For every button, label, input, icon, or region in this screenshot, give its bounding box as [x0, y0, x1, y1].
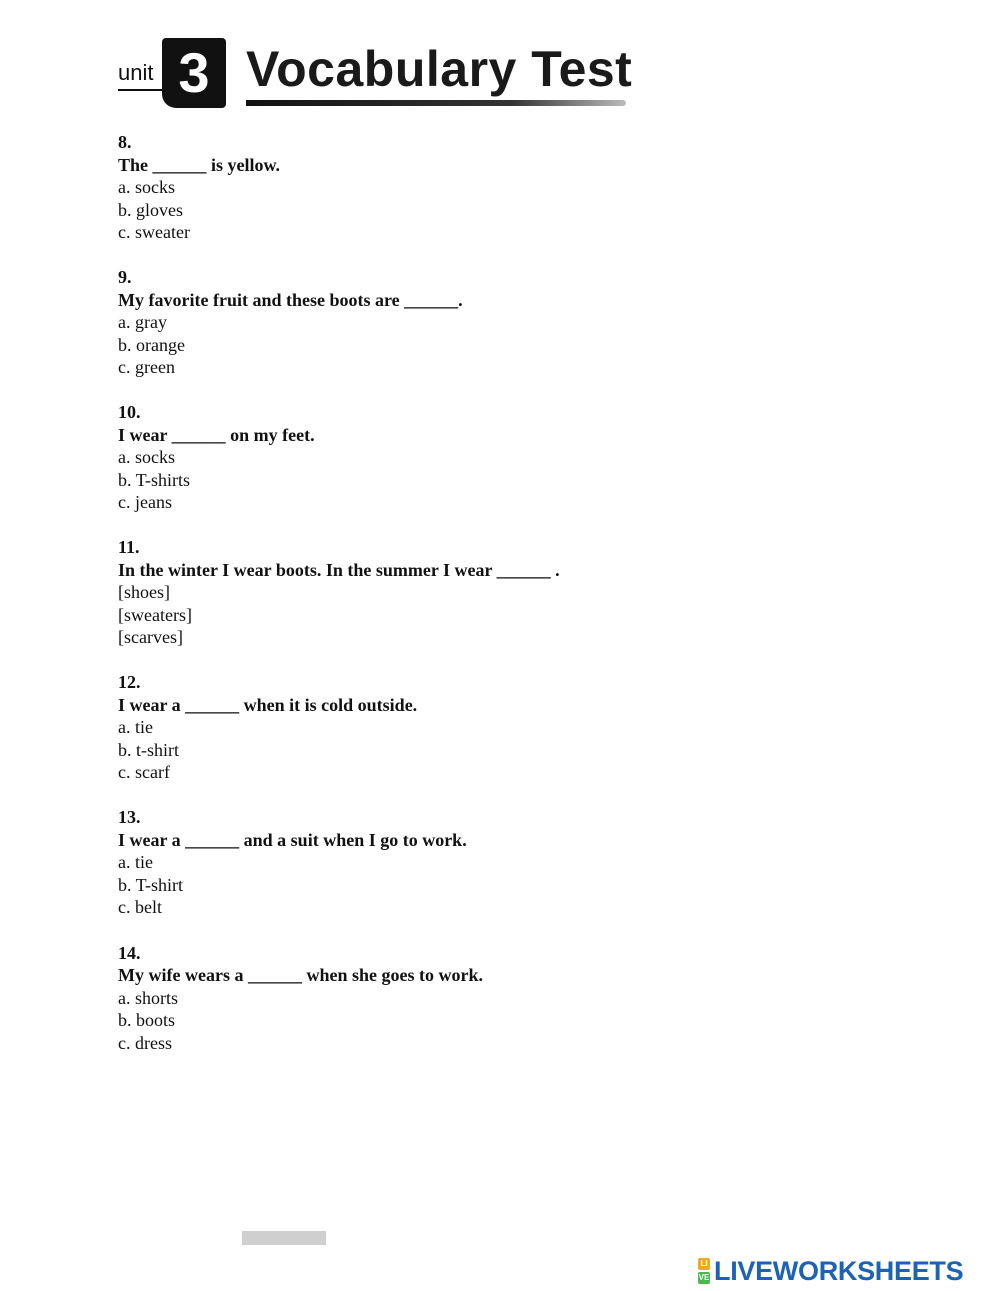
liveworksheets-logo[interactable]	[698, 1256, 963, 1286]
answer-option[interactable]: a. tie	[118, 852, 153, 873]
title-underline	[246, 100, 626, 106]
unit-label: unit	[118, 60, 154, 85]
answer-option[interactable]: a. tie	[118, 717, 153, 738]
logo-square: VE	[698, 1273, 710, 1282]
question-number: 14.	[118, 942, 141, 963]
answer-option[interactable]: [shoes]	[118, 582, 170, 603]
question-item	[118, 266, 818, 379]
answer-option[interactable]: c. belt	[118, 897, 162, 918]
question-number: 10.	[118, 402, 141, 423]
answer-option[interactable]: a. socks	[118, 177, 175, 197]
page-title: Vocabulary Test	[246, 41, 633, 97]
answer-option[interactable]: [scarves]	[118, 627, 183, 648]
answer-option[interactable]: a. socks	[118, 447, 175, 468]
question-list	[118, 131, 818, 1077]
question-item	[118, 536, 818, 649]
question-number: 8.	[118, 132, 132, 152]
question-stem: In the winter I wear boots. In the summer I wear ______ .	[118, 559, 560, 580]
answer-option[interactable]: c. jeans	[118, 492, 172, 513]
question-stem: I wear ______ on my feet.	[118, 424, 315, 445]
question-stem: I wear a ______ when it is cold outside.	[118, 694, 418, 715]
answer-option[interactable]: [sweaters]	[118, 604, 192, 625]
question-number: 12.	[118, 672, 141, 693]
unit-underline	[118, 89, 164, 91]
logo-text: LIVEWORKSHEETS	[714, 1255, 964, 1286]
question-stem: I wear a ______ and a suit when I go to work.	[118, 829, 467, 850]
answer-option[interactable]: c. scarf	[118, 762, 170, 783]
worksheet-header	[118, 38, 638, 113]
question-stem: The ______ is yellow.	[118, 154, 281, 175]
answer-option[interactable]: c. green	[118, 357, 175, 378]
answer-option[interactable]: b. gloves	[118, 199, 183, 220]
answer-option[interactable]: b. orange	[118, 334, 185, 355]
answer-option[interactable]: a. shorts	[118, 987, 178, 1008]
answer-option[interactable]: c. dress	[118, 1032, 172, 1053]
blank-answer-bar[interactable]	[242, 1231, 326, 1245]
answer-option[interactable]: b. boots	[118, 1010, 176, 1031]
question-item	[118, 671, 818, 784]
question-number: 13.	[118, 807, 141, 828]
logo-mark-icon	[698, 1258, 710, 1284]
question-stem: My favorite fruit and these boots are ______.	[118, 289, 463, 310]
question-item	[118, 942, 818, 1055]
question-item	[118, 806, 818, 919]
unit-number-badge: 3	[162, 38, 226, 108]
answer-option[interactable]: b. T-shirts	[118, 469, 191, 490]
answer-option[interactable]: b. T-shirt	[118, 874, 184, 895]
answer-option[interactable]: b. t-shirt	[118, 739, 179, 760]
question-number: 9.	[118, 267, 132, 288]
answer-option[interactable]: a. gray	[118, 312, 167, 333]
logo-square: LI	[698, 1258, 710, 1270]
question-stem: My wife wears a ______ when she goes to work.	[118, 965, 483, 986]
question-item	[118, 401, 818, 514]
question-item	[118, 131, 818, 244]
question-number: 11.	[118, 537, 140, 558]
answer-option[interactable]: c. sweater	[118, 222, 190, 242]
